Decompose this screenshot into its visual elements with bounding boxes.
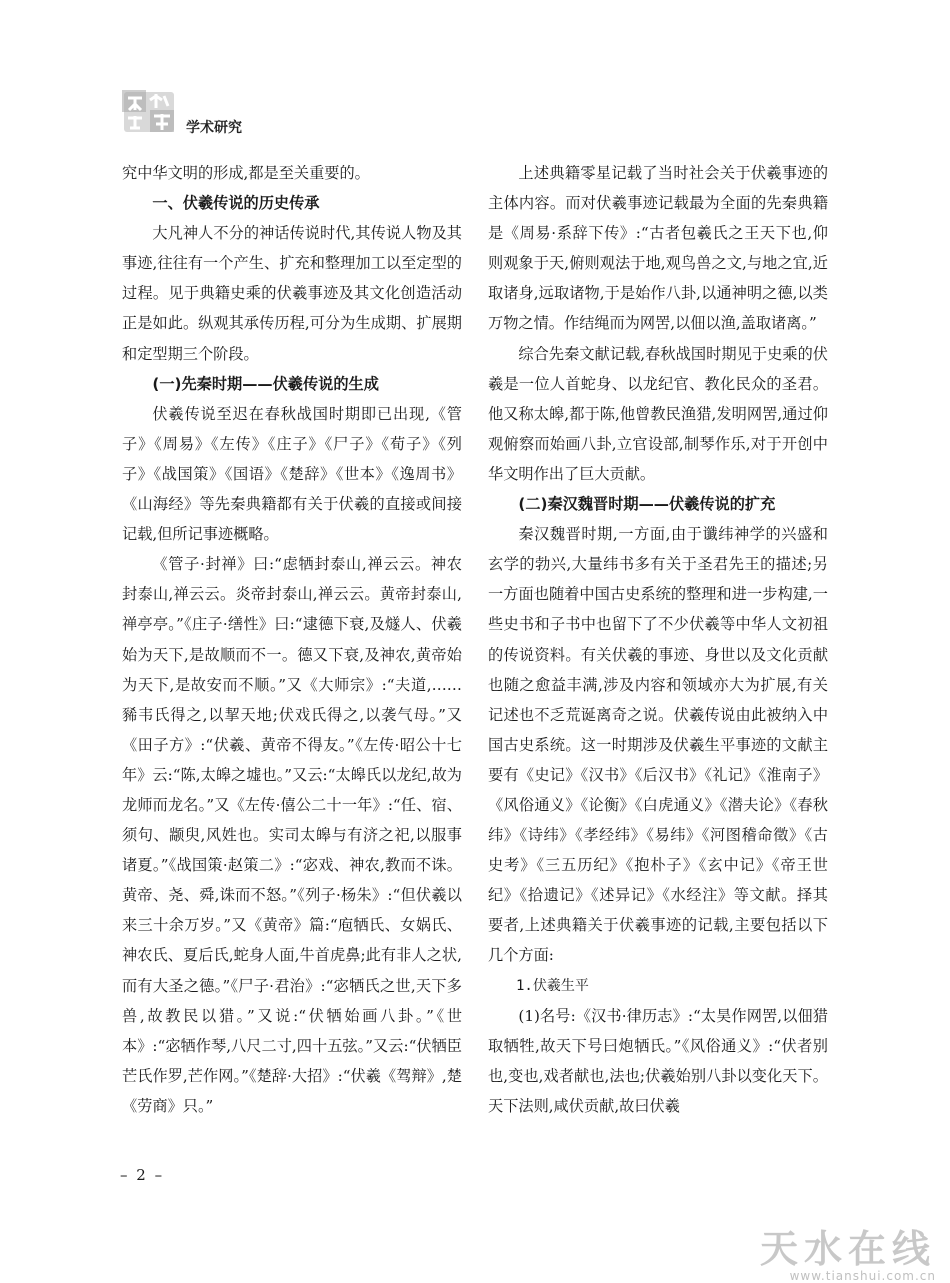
section-heading: 一、伏羲传说的历史传承 <box>152 194 320 213</box>
section-heading: (一)先秦时期——伏羲传说的生成 <box>152 374 379 393</box>
paragraph: 综合先秦文献记载,春秋战国时期见于史乘的伏羲是一位人首蛇身、以龙纪官、教化民众的圣君。他又称太皞,都于陈,他曾教民渔猎,发明网罟,通过仰观俯察而始画八卦,立官设部,制琴作乐,对于开创中华文明作出了巨大贡献。 <box>488 344 828 483</box>
left-column <box>122 158 462 1121</box>
watermark <box>760 1218 936 1283</box>
paragraph: 《管子·封禅》曰:“虑牺封泰山,禅云云。神农封泰山,禅云云。炎帝封泰山,禅云云。黄帝封泰山,禅亭亭。”《庄子·缮性》曰:“逮德下衰,及燧人、伏羲始为天下,是故顺而不一。德又下衰,及神农,黄帝始为天下,是故安而不顺。”又《大师宗》:“夫道,……豨韦氏得之,以挈天地;伏戏氏得之,以袭气母。”又《田子方》:“伏羲、黄帝不得友。”《左传·昭公十七年》云:“陈,太皞之墟也。”又云:“太皞氏以龙纪,故为龙师而龙名。”又《左传·僖公二十一年》:“任、宿、须句、颛臾,风姓也。实司太皞与有济之祀,以服事诸夏。”《战国策·赵策二》:“宓戏、神农,教而不诛。黄帝、尧、舜,诛而不怒。”《列子·杨朱》:“但伏羲以来三十余万岁。”又《黄帝》篇:“庖牺氏、女娲氏、神农氏、夏后氏,蛇身人面,牛首虎鼻;此有非人之状,而有大圣之德。”《尸子·君治》:“宓牺氏之世,天下多兽,故教民以猎。”又说:“伏牺始画八卦。”《世本》:“宓牺作琴,八尺二寸,四十五弦。”又云:“伏牺臣芒氏作罗,芒作网。”《楚辞·大招》:“伏羲《驾辩》,楚《劳商》只。” <box>122 555 462 1115</box>
paragraph: 伏羲传说至迟在春秋战国时期即已出现,《管子》《周易》《左传》《庄子》《尸子》《荀子》《列子》《战国策》《国语》《楚辞》《世本》《逸周书》《山海经》等先秦典籍都有关于伏羲的直接或间接记载,但所记事迹概略。 <box>122 404 462 544</box>
watermark-url: www.tianshui.com.cn <box>789 1269 936 1283</box>
section-label: 学术研究 <box>186 120 242 136</box>
paragraph: (1)名号:《汉书·律历志》:“太昊作网罟,以佃猎取牺牲,故天下号曰炮牺氏。”《风俗通义》:“伏者别也,变也,戏者献也,法也;伏羲始别八卦以变化天下。天下法则,咸伏贡献,故曰伏羲 <box>488 1006 828 1115</box>
paragraph: 秦汉魏晋时期,一方面,由于谶纬神学的兴盛和玄学的勃兴,大量纬书多有关于圣君先王的描述;另一方面也随着中国古史系统的整理和进一步构建,一些史书和子书中也留下了不少伏羲等中华人文初祖的传说资料。有关伏羲的事迹、身世以及文化贡献也随之愈益丰满,涉及内容和领域亦大为扩展,有关记述也不乏荒诞离奇之说。伏羲传说由此被纳入中国古史系统。这一时期涉及伏羲生平事迹的文献主要有《史记》《汉书》《后汉书》《礼记》《淮南子》《风俗通义》《论衡》《白虎通义》《潜夫论》《春秋纬》《诗纬》《孝经纬》《易纬》《河图稽命徵》《古史考》《三五历纪》《抱朴子》《玄中记》《帝王世纪》《拾遗记》《述异记》《水经注》等文献。择其要者,上述典籍关于伏羲事迹的记载,主要包括以下几个方面: <box>488 525 828 965</box>
tianshui-wenbo-logo-icon <box>120 88 178 136</box>
paragraph: 大凡神人不分的神话传说时代,其传说人物及其事迹,往往有一个产生、扩充和整理加工以至定型的过程。见于典籍史乘的伏羲事迹及其文化创造活动正是如此。纵观其承传历程,可分为生成期、扩展期和定型期三个阶段。 <box>122 224 462 363</box>
section-heading: (二)秦汉魏晋时期——伏羲传说的扩充 <box>518 495 776 514</box>
paragraph: 究中华文明的形成,都是至关重要的。 <box>122 164 370 182</box>
section-heading: 1.伏羲生平 <box>516 977 589 994</box>
paragraph: 上述典籍零星记载了当时社会关于伏羲事迹的主体内容。而对伏羲事迹记载最为全面的先秦典籍是《周易·系辞下传》:“古者包羲氏之王天下也,仰则观象于天,俯则观法于地,观鸟兽之文,与地之宜,近取诸身,远取诸物,于是始作八卦,以通神明之德,以类万物之情。作结绳而为网罟,以佃以渔,盖取诸离。” <box>488 164 828 333</box>
page-number: – 2 – <box>120 1166 165 1184</box>
right-column <box>488 158 828 1121</box>
watermark-title: 天水在线 <box>759 1227 936 1271</box>
